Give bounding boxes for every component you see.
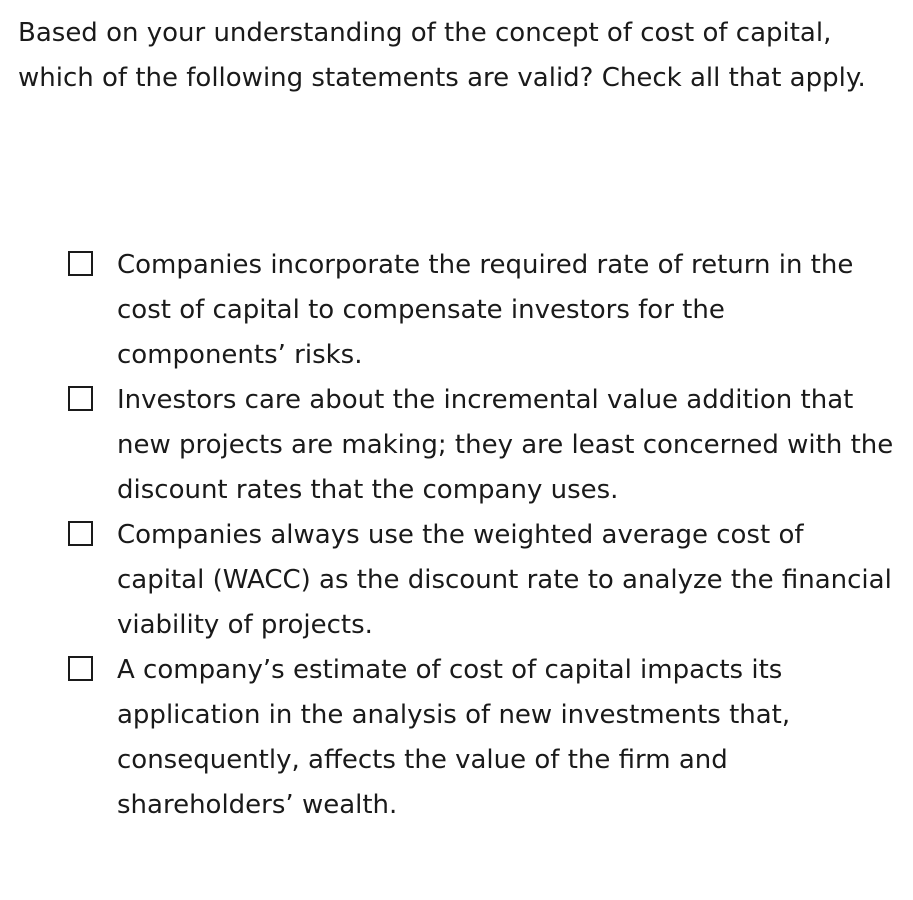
option-label[interactable]: Companies always use the weighted average cost of capital (WACC) as the discount rate to analyze the financial viability of projects. — [117, 520, 892, 640]
option-item — [0, 243, 913, 378]
option-label[interactable]: Companies incorporate the required rate of return in the cost of capital to compensate investors for the components’ risks. — [117, 250, 854, 370]
option-checkbox[interactable] — [68, 521, 93, 546]
option-item — [0, 513, 913, 648]
option-label[interactable]: Investors care about the incremental value addition that new projects are making; they are least concerned with the discount rates that the company uses. — [117, 385, 894, 505]
option-checkbox[interactable] — [68, 386, 93, 411]
option-label[interactable]: A company’s estimate of cost of capital impacts its application in the analysis of new investments that, consequently, affects the value of the firm and shareholders’ wealth. — [117, 655, 791, 820]
option-item — [0, 648, 913, 828]
option-item — [0, 378, 913, 513]
option-checkbox[interactable] — [68, 251, 93, 276]
question-text: Based on your understanding of the concept of cost of capital, which of the following statements are valid? Check all that apply. — [18, 18, 866, 93]
option-checkbox[interactable] — [68, 656, 93, 681]
options-list — [0, 243, 913, 828]
